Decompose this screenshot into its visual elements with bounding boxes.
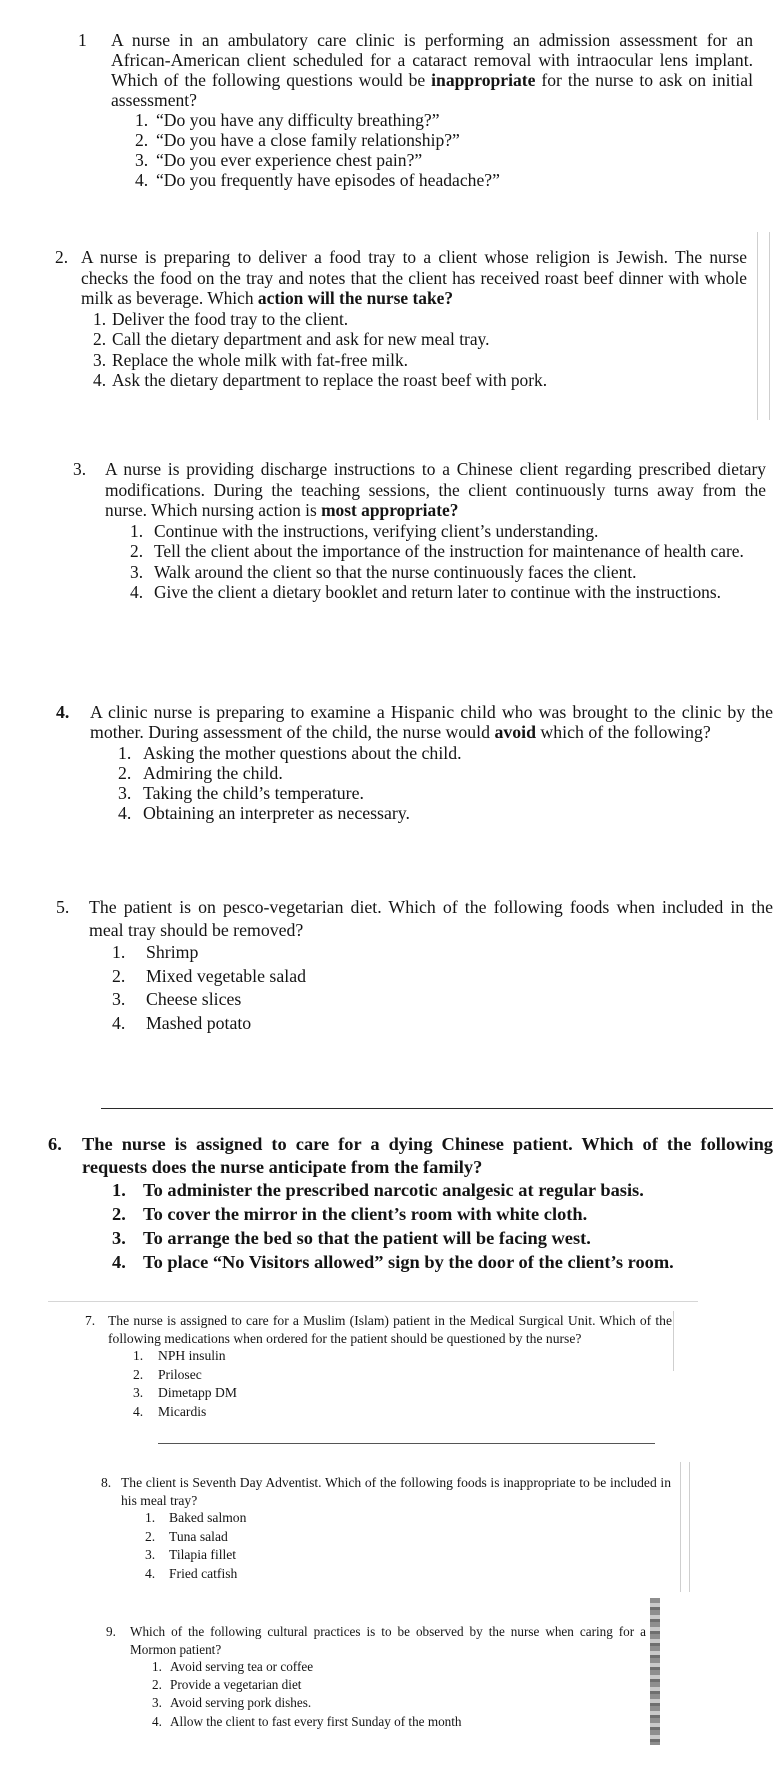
option-number: 4.: [145, 1565, 156, 1581]
stem-part: for the nurse to ask on initial assessment?: [111, 70, 753, 110]
question-stem: [108, 1312, 672, 1347]
answer-option[interactable]: [133, 1366, 672, 1385]
answer-option[interactable]: [130, 521, 766, 542]
answer-option[interactable]: [135, 130, 753, 150]
answer-option[interactable]: [112, 1202, 773, 1226]
answer-option[interactable]: [112, 988, 773, 1012]
option-text: Give the client a dietary booklet and return later to continue with the instructions.: [154, 582, 721, 602]
option-text: Avoid serving tea or coffee: [170, 1659, 314, 1674]
option-text: NPH insulin: [158, 1348, 226, 1363]
answer-options: [152, 1658, 646, 1731]
question-stem: [105, 459, 766, 521]
answer-option[interactable]: [93, 329, 747, 350]
option-number: 4.: [135, 170, 149, 190]
question-stem: [111, 30, 753, 110]
option-text: Taking the child’s temperature.: [143, 783, 364, 804]
option-number: 3.: [93, 349, 107, 370]
question-2: [55, 247, 747, 391]
stem-part: A nurse is providing discharge instructions to a Chinese client regarding prescribed dietary modifications. During the teaching sessions, the client continuously turns away from the nurse. Which nursing action is: [105, 459, 766, 520]
option-number: 2.: [133, 1366, 144, 1382]
option-text: Continue with the instructions, verifying client’s understanding.: [154, 520, 599, 541]
answer-options: [112, 1178, 773, 1274]
option-text: Shrimp: [146, 942, 199, 962]
option-number: 4.: [112, 1012, 126, 1033]
stem-part: A nurse is preparing to deliver a food tray to a client whose religion is Jewish. The nurse checks the food on the tray and notes that the client has received roast beef dinner with whole milk as beverage. Which: [81, 247, 747, 308]
answer-option[interactable]: [93, 350, 747, 371]
option-number: 4.: [130, 582, 144, 602]
answer-options: [133, 1347, 672, 1421]
answer-option[interactable]: [112, 1250, 773, 1274]
option-text: Tuna salad: [169, 1528, 228, 1544]
scan-edge-line: [769, 232, 770, 420]
option-text: To arrange the bed so that the patient will be facing west.: [143, 1228, 591, 1248]
answer-option[interactable]: [93, 370, 747, 391]
question-number: 9.: [106, 1624, 116, 1639]
option-number: 3.: [152, 1695, 162, 1711]
stem-part: The client is Seventh Day Adventist. Which of the following foods is inappropriate to be included in his meal tray?: [121, 1475, 671, 1508]
question-7: [85, 1312, 672, 1421]
answer-option[interactable]: [135, 150, 753, 170]
option-text: Deliver the food tray to the client.: [112, 308, 349, 329]
answer-options: [130, 521, 766, 603]
option-number: 3.: [135, 150, 149, 170]
answer-option[interactable]: [112, 1012, 773, 1036]
option-number: 2.: [130, 541, 144, 561]
option-number: 2.: [93, 329, 107, 349]
question-number: 8.: [101, 1475, 112, 1490]
option-text: Mixed vegetable salad: [146, 965, 306, 986]
option-number: 2.: [152, 1677, 162, 1693]
scan-edge-line: [673, 1311, 674, 1371]
answer-option[interactable]: [130, 582, 766, 603]
question-stem: [82, 1133, 773, 1178]
stem-emphasis: avoid: [494, 722, 536, 743]
option-number: 3.: [145, 1547, 156, 1562]
option-text: To administer the prescribed narcotic analgesic at regular basis.: [143, 1180, 644, 1200]
question-number: 3.: [73, 459, 87, 479]
section-divider: [158, 1443, 655, 1444]
stem-emphasis: action will the nurse take?: [257, 288, 454, 308]
option-number: 4.: [118, 803, 132, 824]
question-stem: [121, 1474, 671, 1509]
answer-options: [112, 941, 773, 1035]
answer-option[interactable]: [118, 803, 773, 823]
option-text: Cheese slices: [146, 989, 242, 1009]
stem-part: The nurse is assigned to care for a Muslim (Islam) patient in the Medical Surgical Unit. Which of the following medications when ordered for the patient should be questioned by the nurse?: [108, 1313, 672, 1346]
answer-option[interactable]: [112, 965, 773, 989]
option-number: 1.: [135, 110, 149, 130]
question-4: [56, 702, 773, 824]
answer-options: [145, 1509, 671, 1583]
answer-option[interactable]: [118, 743, 773, 763]
option-number: 2.: [118, 762, 132, 783]
option-number: 3.: [133, 1385, 144, 1400]
answer-option[interactable]: [112, 941, 773, 965]
question-9: [106, 1623, 646, 1731]
option-number: 2.: [135, 130, 149, 150]
option-number: 4.: [133, 1403, 144, 1419]
option-text: Admiring the child.: [143, 762, 283, 783]
option-number: 1.: [93, 308, 107, 329]
option-number: 3.: [130, 561, 144, 582]
question-number: 7.: [85, 1313, 96, 1328]
question-3: [73, 459, 766, 603]
option-text: Allow the client to fast every first Sunday of the month: [170, 1713, 462, 1729]
option-text: Walk around the client so that the nurse continuously faces the client.: [154, 561, 637, 582]
option-text: “Do you have any difficulty breathing?”: [156, 110, 440, 130]
option-number: 4.: [93, 370, 107, 390]
question-5: [56, 896, 773, 1035]
option-number: 2.: [112, 1204, 126, 1224]
option-number: 1.: [118, 742, 132, 763]
answer-options: [118, 743, 773, 824]
option-number: 1.: [152, 1659, 162, 1674]
answer-option[interactable]: [118, 783, 773, 803]
option-number: 1.: [112, 1180, 126, 1200]
stem-part: A clinic nurse is preparing to examine a Hispanic child who was brought to the clinic by the mother. During assessment of the child, the nurse would: [90, 702, 773, 743]
option-text: “Do you have a close family relationship?”: [156, 130, 460, 150]
answer-option[interactable]: [133, 1347, 672, 1366]
answer-option[interactable]: [133, 1403, 672, 1422]
question-number: 6.: [48, 1134, 62, 1154]
answer-option[interactable]: [145, 1528, 671, 1547]
question-1: [78, 30, 753, 190]
option-text: Tilapia fillet: [169, 1547, 237, 1562]
question-6: [48, 1133, 773, 1274]
answer-option[interactable]: [145, 1565, 671, 1584]
stem-part: The patient is on pesco-vegetarian diet. Which of the following foods when included in the meal tray should be removed?: [89, 897, 773, 940]
answer-option[interactable]: [152, 1676, 646, 1694]
option-text: Prilosec: [158, 1366, 202, 1382]
option-text: “Do you frequently have episodes of headache?”: [156, 170, 500, 190]
option-text: To cover the mirror in the client’s room with white cloth.: [143, 1204, 588, 1224]
option-number: 3.: [112, 989, 126, 1009]
option-text: Baked salmon: [169, 1510, 247, 1525]
option-text: Call the dietary department and ask for new meal tray.: [112, 329, 490, 349]
option-text: Obtaining an interpreter as necessary.: [143, 803, 410, 824]
option-number: 1.: [130, 520, 144, 541]
stem-emphasis: most appropriate?: [321, 500, 459, 520]
answer-option[interactable]: [135, 170, 753, 190]
section-divider: [101, 1108, 773, 1109]
question-number: 1: [78, 30, 87, 50]
answer-option[interactable]: [112, 1178, 773, 1202]
answer-option[interactable]: [152, 1658, 646, 1676]
question-number: 2.: [55, 247, 69, 267]
question-number: 5.: [56, 897, 70, 917]
question-stem: [81, 247, 747, 309]
answer-option[interactable]: [152, 1694, 646, 1712]
option-number: 2.: [145, 1528, 156, 1544]
scan-edge-line: [757, 232, 758, 420]
question-stem: [90, 702, 773, 743]
answer-option[interactable]: [133, 1384, 672, 1403]
option-number: 3.: [112, 1228, 126, 1248]
option-text: Ask the dietary department to replace the roast beef with pork.: [112, 370, 548, 390]
option-text: Fried catfish: [169, 1565, 238, 1581]
option-text: Mashed potato: [146, 1012, 252, 1033]
answer-option[interactable]: [112, 1226, 773, 1250]
answer-option[interactable]: [118, 763, 773, 783]
option-number: 4.: [112, 1252, 126, 1272]
question-stem: [89, 896, 773, 941]
question-stem: [130, 1623, 646, 1658]
answer-option[interactable]: [135, 110, 753, 130]
option-text: Tell the client about the importance of the instruction for maintenance of health care.: [154, 541, 744, 561]
option-text: Dimetapp DM: [158, 1385, 237, 1400]
answer-options: [93, 309, 747, 391]
stem-part: The nurse is assigned to care for a dying Chinese patient. Which of the following requests does the nurse anticipate from the family?: [82, 1134, 773, 1177]
option-text: Avoid serving pork dishes.: [170, 1695, 312, 1711]
option-text: Asking the mother questions about the child.: [143, 742, 462, 763]
answer-options: [135, 110, 753, 190]
question-number: 4.: [56, 702, 70, 722]
option-text: Replace the whole milk with fat-free milk.: [112, 349, 409, 370]
section-divider: [48, 1301, 698, 1302]
stem-part: A nurse in an ambulatory care clinic is performing an admission assessment for an African-American client scheduled for a cataract removal with intraocular lens implant. Which of the following questions would be: [111, 30, 753, 90]
option-number: 2.: [112, 965, 126, 986]
option-number: 1.: [112, 942, 126, 962]
option-text: To place “No Visitors allowed” sign by the door of the client’s room.: [143, 1252, 674, 1272]
answer-option[interactable]: [130, 562, 766, 583]
answer-option[interactable]: [130, 541, 766, 562]
stem-part: Which of the following cultural practices is to be observed by the nurse when caring for a Mormon patient?: [130, 1624, 646, 1657]
option-text: Micardis: [158, 1403, 207, 1419]
option-text: “Do you ever experience chest pain?”: [156, 150, 423, 170]
stem-emphasis: inappropriate: [431, 70, 536, 90]
scan-edge-strip: [650, 1598, 660, 1745]
option-text: Provide a vegetarian diet: [170, 1677, 302, 1693]
scan-edge-line: [680, 1462, 681, 1592]
answer-option[interactable]: [152, 1713, 646, 1731]
question-8: [101, 1474, 671, 1583]
option-number: 3.: [118, 783, 132, 804]
option-number: 1.: [145, 1510, 156, 1525]
answer-option[interactable]: [93, 309, 747, 330]
option-number: 1.: [133, 1348, 144, 1363]
answer-option[interactable]: [145, 1509, 671, 1528]
scan-edge-line: [689, 1462, 690, 1592]
option-number: 4.: [152, 1713, 162, 1729]
stem-part: which of the following?: [535, 722, 711, 743]
answer-option[interactable]: [145, 1546, 671, 1565]
